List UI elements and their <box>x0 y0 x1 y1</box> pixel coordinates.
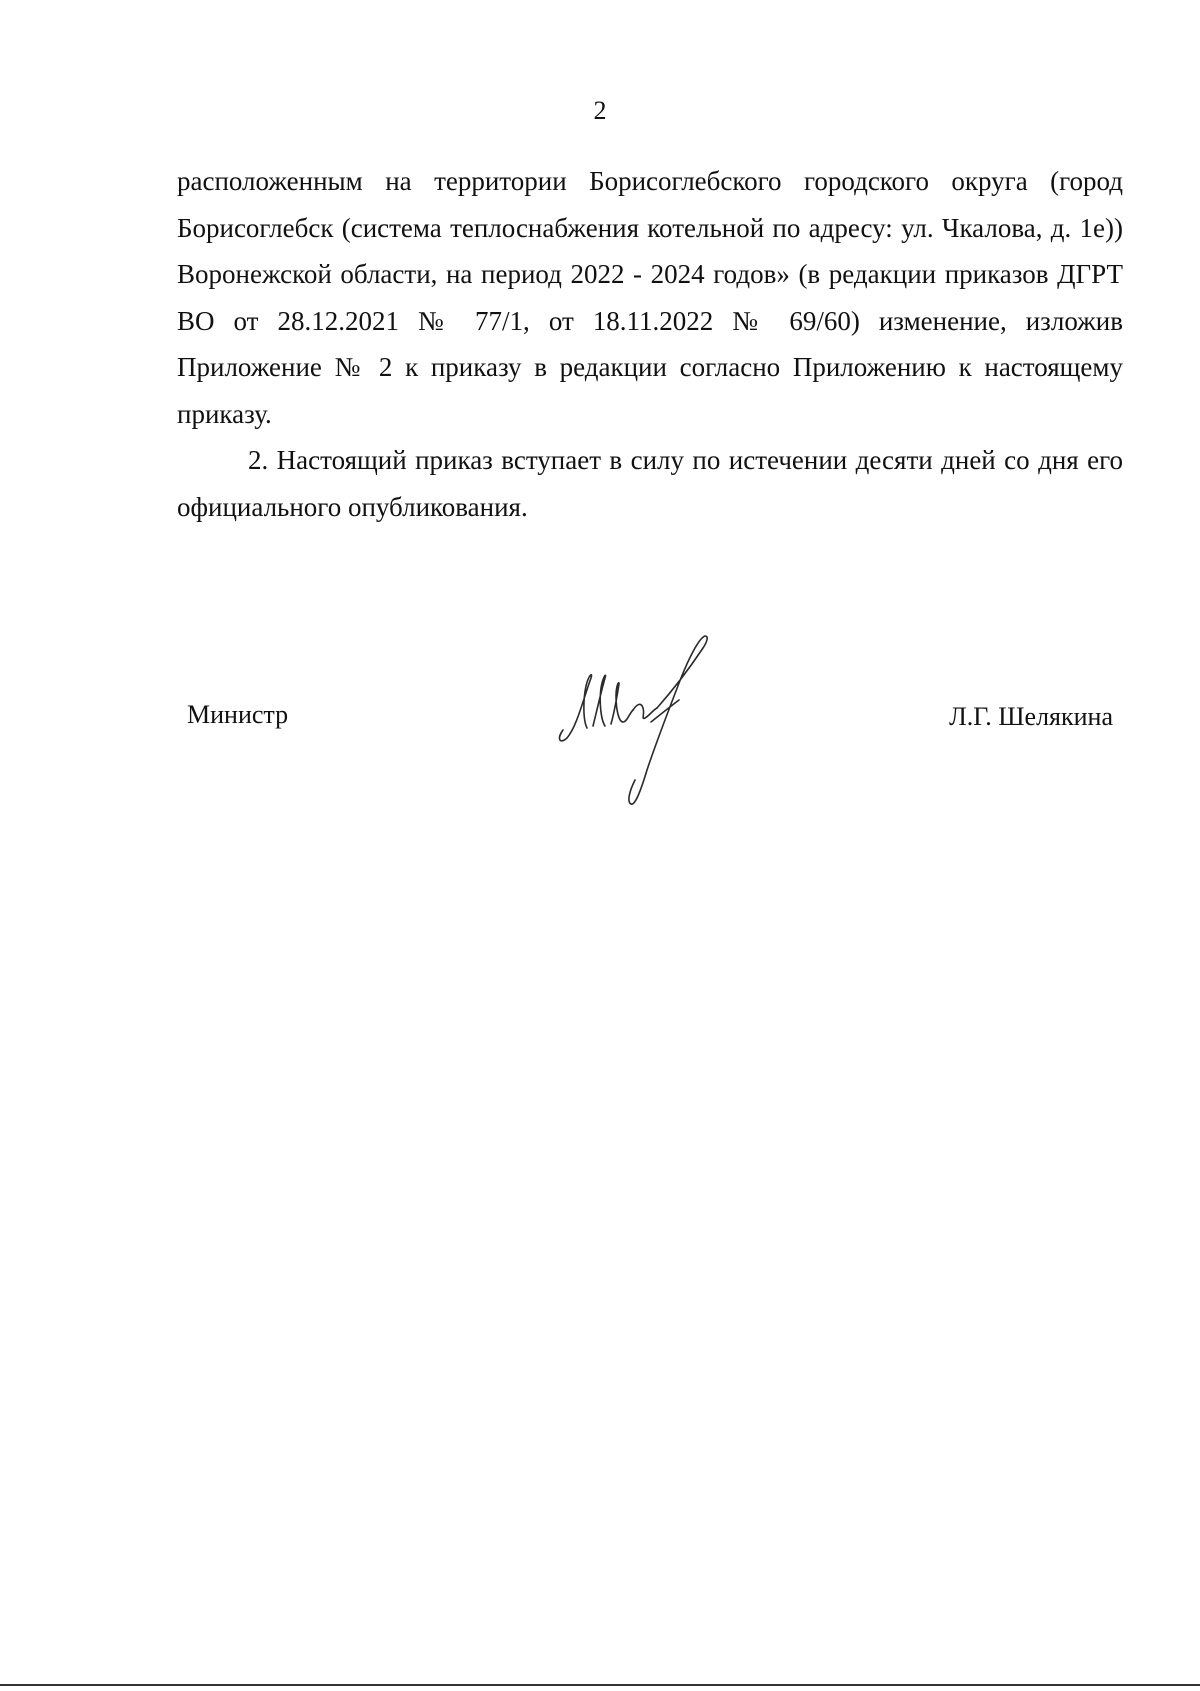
signatory-title: Министр <box>187 700 289 729</box>
document-body <box>177 158 1123 530</box>
paragraph-continuation: расположенным на территории Борисоглебского городского округа (город Борисоглебск (система теплоснабжения котельной по адресу: ул. Чкалова, д. 1е)) Воронежской области, на период 2022 - 2024 годов» (в редакции приказов ДГРТ ВО от 28.12.2021 № 77/1, от 18.11.2022 № 69/60) изменение, изложив Приложение № 2 к приказу в редакции согласно Приложению к настоящему приказу. <box>177 166 1123 429</box>
page-number: 2 <box>593 96 607 125</box>
scan-edge-line <box>0 1684 1200 1686</box>
signature-block <box>177 620 1123 810</box>
paragraph-item-2: 2. Настоящий приказ вступает в силу по истечении десяти дней со дня его официального опубликования. <box>177 445 1123 522</box>
handwritten-signature <box>553 630 713 810</box>
signatory-name: Л.Г. Шелякина <box>949 702 1113 731</box>
